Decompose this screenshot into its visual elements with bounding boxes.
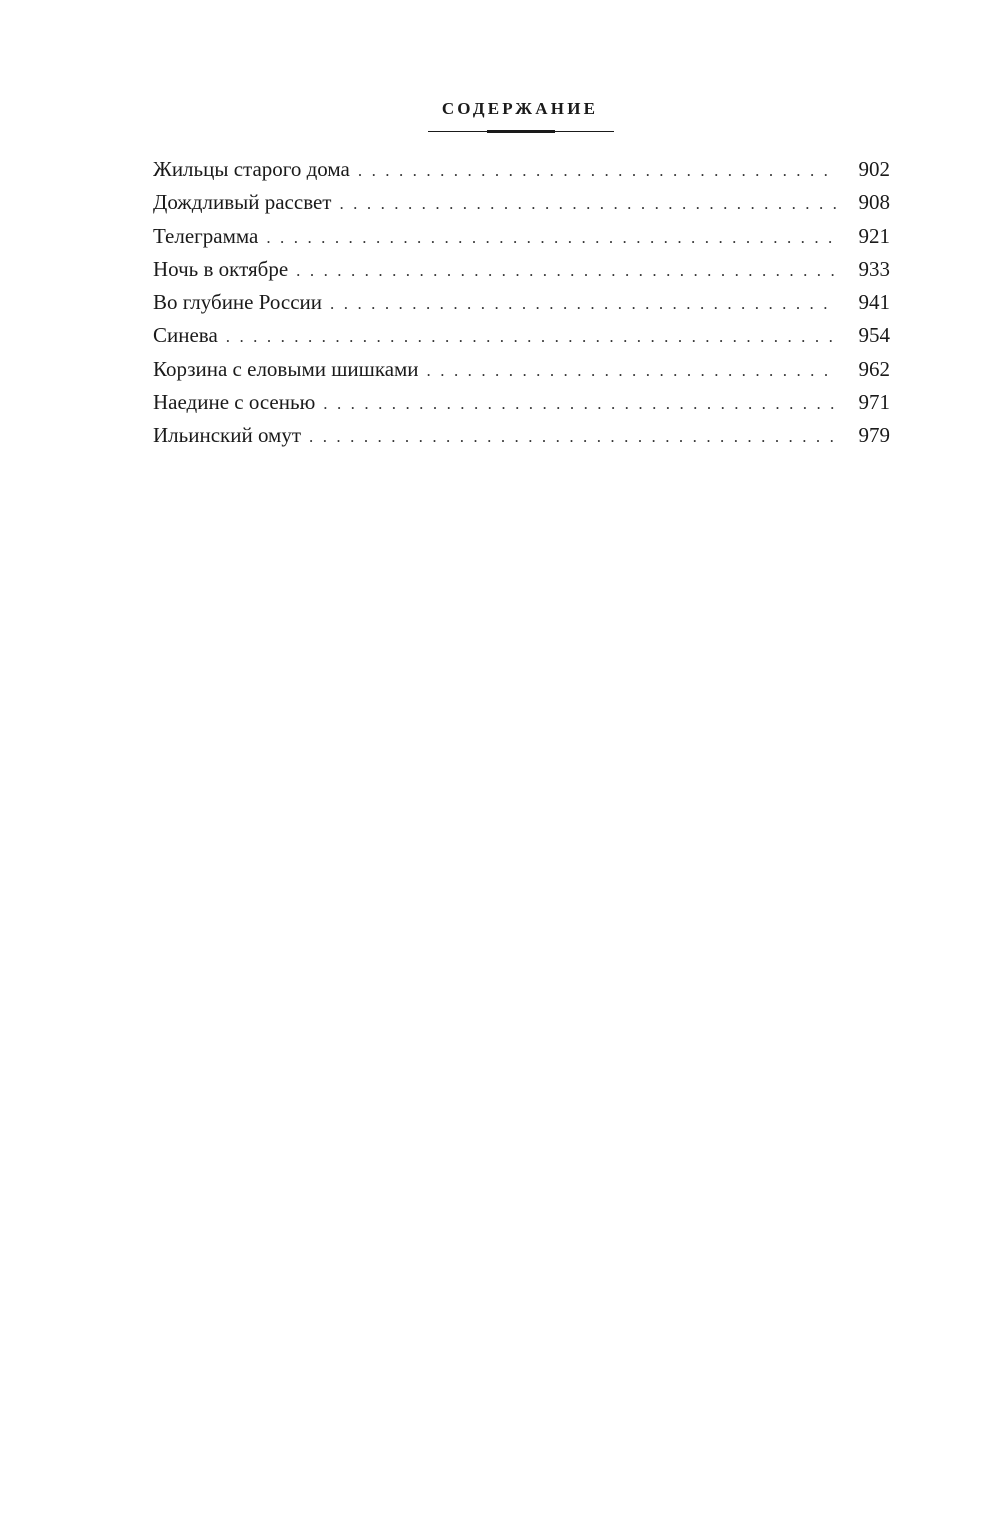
toc-entry-page: 933 bbox=[858, 256, 890, 281]
toc-entry[interactable] bbox=[153, 220, 890, 253]
heading-ornament-rule bbox=[428, 128, 614, 136]
toc-dot-leader bbox=[358, 154, 838, 187]
toc-entry-title: Жильцы старого дома bbox=[153, 157, 350, 181]
toc-dot-leader bbox=[296, 254, 838, 287]
toc-entry-page: 921 bbox=[858, 223, 890, 248]
toc-entry-page: 941 bbox=[858, 290, 890, 314]
toc-dot-leader bbox=[323, 387, 838, 420]
toc-entry-title: Телеграмма bbox=[153, 223, 259, 248]
toc-entry[interactable] bbox=[153, 186, 890, 219]
toc-dot-leader bbox=[309, 420, 838, 453]
toc-dot-leader bbox=[226, 320, 838, 353]
toc-entry-page: 954 bbox=[858, 323, 890, 348]
toc-entry-title: Ночь в октябре bbox=[153, 256, 289, 281]
toc-entry-title: Синева bbox=[153, 323, 218, 348]
toc-entry-title: Наедине с осенью bbox=[153, 389, 316, 414]
toc-entry[interactable] bbox=[153, 319, 890, 352]
toc-entry[interactable] bbox=[153, 353, 890, 386]
toc-entry-page: 902 bbox=[858, 157, 890, 181]
toc-dot-leader bbox=[339, 187, 838, 220]
contents-heading: СОДЕРЖАНИЕ bbox=[441, 99, 599, 118]
toc-entry[interactable] bbox=[153, 286, 890, 319]
toc-entry-page: 962 bbox=[858, 356, 890, 381]
toc-entry-page: 979 bbox=[858, 423, 890, 447]
toc-entry-page: 908 bbox=[858, 190, 890, 215]
toc-dot-leader bbox=[266, 221, 838, 254]
toc-entry[interactable] bbox=[153, 153, 890, 186]
toc-entry-title: Во глубине России bbox=[153, 290, 323, 314]
toc-entry[interactable] bbox=[153, 253, 890, 286]
toc-dot-leader bbox=[427, 354, 838, 387]
toc-entry-title: Дождливый рассвет bbox=[153, 190, 332, 215]
toc-entry-page: 971 bbox=[858, 389, 890, 414]
toc-entry[interactable] bbox=[153, 419, 890, 452]
toc-entry-title: Ильинский омут bbox=[153, 423, 302, 447]
ornament-thick-line bbox=[487, 130, 555, 133]
toc-entry[interactable] bbox=[153, 386, 890, 419]
table-of-contents bbox=[153, 153, 890, 452]
toc-dot-leader bbox=[330, 287, 838, 320]
toc-entry-title: Корзина с еловыми шишками bbox=[153, 356, 419, 381]
